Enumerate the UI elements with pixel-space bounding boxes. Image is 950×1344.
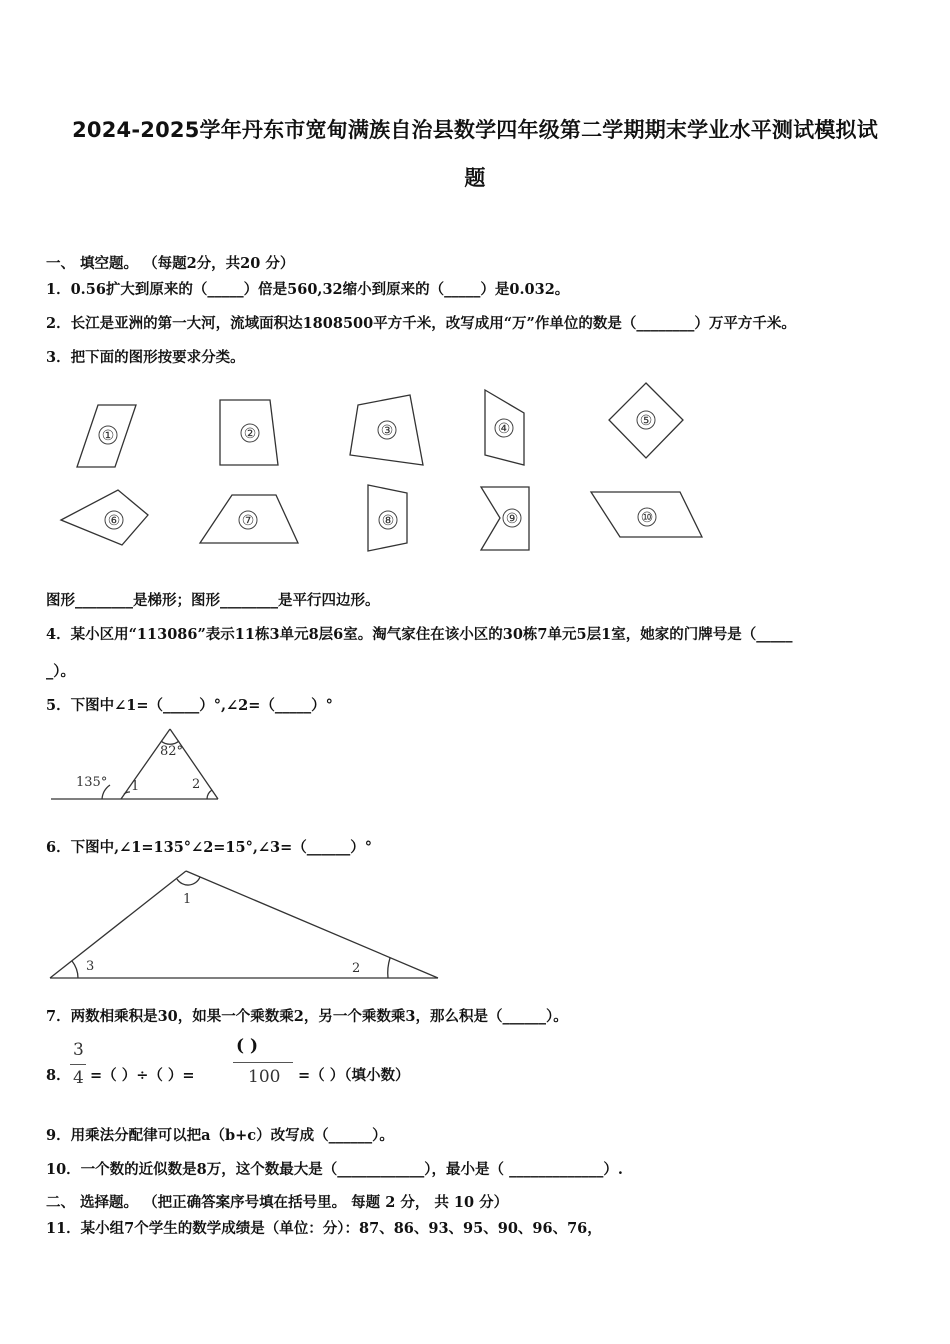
- question-7: 7．两数相乘积是30，如果一个乘数乘2，另一个乘数乘3，那么积是（______）。: [46, 1008, 568, 1025]
- page-title-line1: 2024-2025学年丹东市宽甸满族自治县数学四年级第二学期期末学业水平测试模拟试: [72, 118, 878, 142]
- q8-fraction2-denominator: 100: [248, 1067, 281, 1087]
- question-9: 9．用乘法分配律可以把a（b+c）改写成（______）。: [46, 1127, 394, 1144]
- q8-fraction2-bar: [233, 1062, 293, 1063]
- shape-label-9: ⑨: [505, 511, 519, 527]
- shape-label-10: ⑩: [640, 510, 654, 526]
- q8-fraction-bar: [70, 1064, 86, 1065]
- q6-label-2: 2: [352, 961, 361, 976]
- q6-triangle-figure: [46, 865, 446, 985]
- q3-shapes-figure: [40, 375, 740, 575]
- q8-middle: =（ ）÷（ ）=: [90, 1067, 195, 1084]
- q8-fraction2-numerator: ( ): [236, 1036, 259, 1056]
- q8-fraction-denominator: 4: [73, 1068, 84, 1088]
- q8-fraction-numerator: 3: [73, 1040, 84, 1060]
- shape-label-5: ⑤: [639, 413, 653, 429]
- section2-header: 二、 选择题。 （把正确答案序号填在括号里。 每题 2 分， 共 10 分）: [46, 1194, 509, 1211]
- question-3-answer: 图形________是梯形；图形________是平行四边形。: [46, 592, 380, 609]
- shape-label-6: ⑥: [107, 513, 121, 529]
- q5-label-135: 135°: [76, 775, 108, 790]
- q5-label-2: 2: [192, 777, 201, 792]
- q5-triangle-figure: [46, 722, 246, 807]
- q6-label-3: 3: [86, 959, 95, 974]
- question-4-line2: _）。: [46, 663, 75, 680]
- question-6: 6．下图中,∠1=135°∠2=15°,∠3=（______）°: [46, 839, 373, 856]
- shape-label-4: ④: [497, 421, 511, 437]
- q5-label-82: 82°: [160, 744, 184, 759]
- question-5: 5．下图中∠1=（_____）°,∠2=（_____）°: [46, 697, 333, 714]
- q8-tail: =（ ）（填小数）: [298, 1067, 410, 1084]
- question-1: 1．0.56扩大到原来的（_____）倍是560,32缩小到原来的（_____）是0.032。: [46, 281, 570, 298]
- shape-label-1: ①: [101, 428, 115, 444]
- question-3: 3．把下面的图形按要求分类。: [46, 349, 245, 366]
- question-8-number: 8．: [46, 1067, 71, 1084]
- shape-6: [61, 490, 148, 545]
- question-11: 11．某小组7个学生的数学成绩是（单位：分）：87、86、93、95、90、96、76，: [46, 1220, 602, 1237]
- shape-label-2: ②: [243, 426, 257, 442]
- shape-label-7: ⑦: [241, 513, 255, 529]
- question-2: 2．长江是亚洲的第一大河，流域面积达1808500平方千米，改写成用“万”作单位的数是（________）万平方千米。: [46, 315, 796, 332]
- question-10: 10．一个数的近似数是8万，这个数最大是（____________），最小是（ _____________）.: [46, 1161, 623, 1178]
- q6-label-1: 1: [183, 892, 192, 907]
- shape-label-8: ⑧: [381, 513, 395, 529]
- q5-label-1: 1: [131, 779, 140, 794]
- question-4-line1: 4．某小区用“113086”表示11栋3单元8层6室。淘气家住在该小区的30栋7单元5层1室，她家的门牌号是（_____: [46, 626, 793, 643]
- shape-label-3: ③: [380, 423, 394, 439]
- section1-header: 一、 填空题。 （每题2分，共20 分）: [46, 255, 295, 272]
- page-title-line2: 题: [464, 166, 486, 190]
